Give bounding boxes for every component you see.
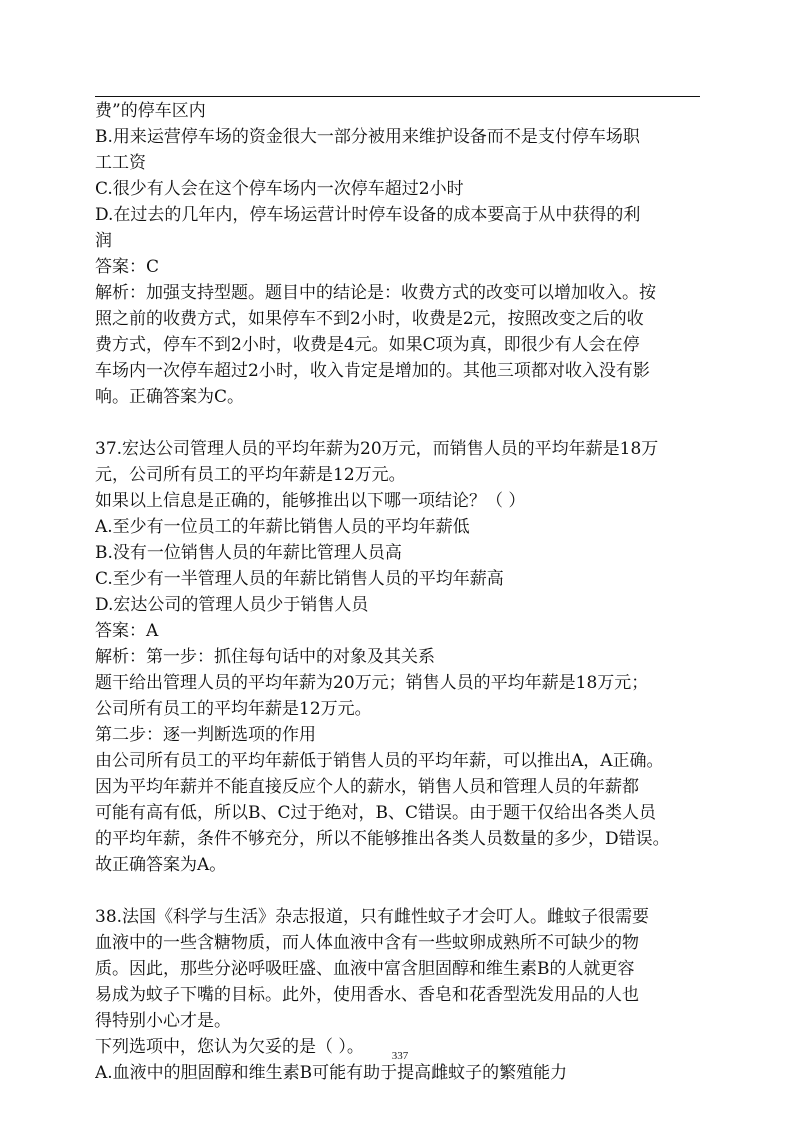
- header-rule: [95, 96, 700, 97]
- text-line: D.宏达公司的管理人员少于销售人员: [95, 595, 369, 615]
- text-line: 血液中的一些含糖物质，而人体血液中含有一些蚊卵成熟所不可缺少的物: [95, 933, 639, 953]
- text-line: 解析：加强支持型题。题目中的结论是：收费方式的改变可以增加收入。按: [95, 283, 656, 303]
- text-line: 下列选项中，您认为欠妥的是（ ）。: [95, 1037, 364, 1057]
- text-line: 得特别小心才是。: [95, 1011, 231, 1031]
- text-line: 37.宏达公司管理人员的平均年薪为20万元，而销售人员的平均年薪是18万: [95, 439, 659, 459]
- text-line: C.至少有一半管理人员的年薪比销售人员的平均年薪高: [95, 569, 504, 589]
- text-line: B.用来运营停车场的资金很大一部分被用来维护设备而不是支付停车场职: [95, 127, 640, 147]
- text-line: D.在过去的几年内，停车场运营计时停车设备的成本要高于从中获得的利: [95, 205, 641, 225]
- text-line: 答案：C: [95, 257, 160, 277]
- text-line: 费方式，停车不到2小时，收费是4元。如果C项为真，即很少有人会在停: [95, 335, 640, 355]
- text-line: C.很少有人会在这个停车场内一次停车超过2小时: [95, 179, 464, 199]
- text-line: 因为平均年薪并不能直接反应个人的薪水，销售人员和管理人员的年薪都: [95, 777, 639, 797]
- text-line: 解析：第一步：抓住每句话中的对象及其关系: [95, 647, 435, 667]
- text-line: 题干给出管理人员的平均年薪为20万元；销售人员的平均年薪是18万元；: [95, 673, 649, 693]
- text-line: 照之前的收费方式，如果停车不到2小时，收费是2元，按照改变之后的收: [95, 309, 644, 329]
- text-line: 可能有高有低，所以B、C过于绝对，B、C错误。由于题干仅给出各类人员: [95, 803, 656, 823]
- text-line: 润: [95, 231, 112, 251]
- page-body: [95, 98, 705, 1086]
- text-line: 公司所有员工的平均年薪是12万元。: [95, 699, 372, 719]
- text-line: 响。正确答案为C。: [95, 387, 245, 407]
- text-line: 费”的停车区内: [95, 101, 206, 121]
- text-line: A.至少有一位员工的年薪比销售人员的平均年薪低: [95, 517, 470, 537]
- text-line: 易成为蚊子下嘴的目标。此外，使用香水、香皂和花香型洗发用品的人也: [95, 985, 639, 1005]
- text-line: 第二步：逐一判断选项的作用: [95, 725, 316, 745]
- text-line: 质。因此，那些分泌呼吸旺盛、血液中富含胆固醇和维生素B的人就更容: [95, 959, 635, 979]
- text-line: 故正确答案为A。: [95, 855, 227, 875]
- text-line: 的平均年薪，条件不够充分，所以不能够推出各类人员数量的多少，D错误。: [95, 829, 670, 849]
- text-line: 答案：A: [95, 621, 159, 641]
- text-line: 车场内一次停车超过2小时，收入肯定是增加的。其他三项都对收入没有影: [95, 361, 650, 381]
- paragraph-gap: [95, 878, 705, 904]
- text-line: B.没有一位销售人员的年薪比管理人员高: [95, 543, 402, 563]
- text-line: 工工资: [95, 153, 146, 173]
- text-line: A.血液中的胆固醇和维生素B可能有助于提高雌蚊子的繁殖能力: [95, 1063, 568, 1083]
- text-line: 元，公司所有员工的平均年薪是12万元。: [95, 465, 406, 485]
- text-line: 由公司所有员工的平均年薪低于销售人员的平均年薪，可以推出A，A正确。: [95, 751, 664, 771]
- text-line: 38.法国《科学与生活》杂志报道，只有雌性蚊子才会叮人。雌蚊子很需要: [95, 907, 650, 927]
- paragraph-gap: [95, 410, 705, 436]
- page-number: 337: [391, 1050, 409, 1062]
- text-line: 如果以上信息是正确的，能够推出以下哪一项结论？（ ）: [95, 491, 526, 511]
